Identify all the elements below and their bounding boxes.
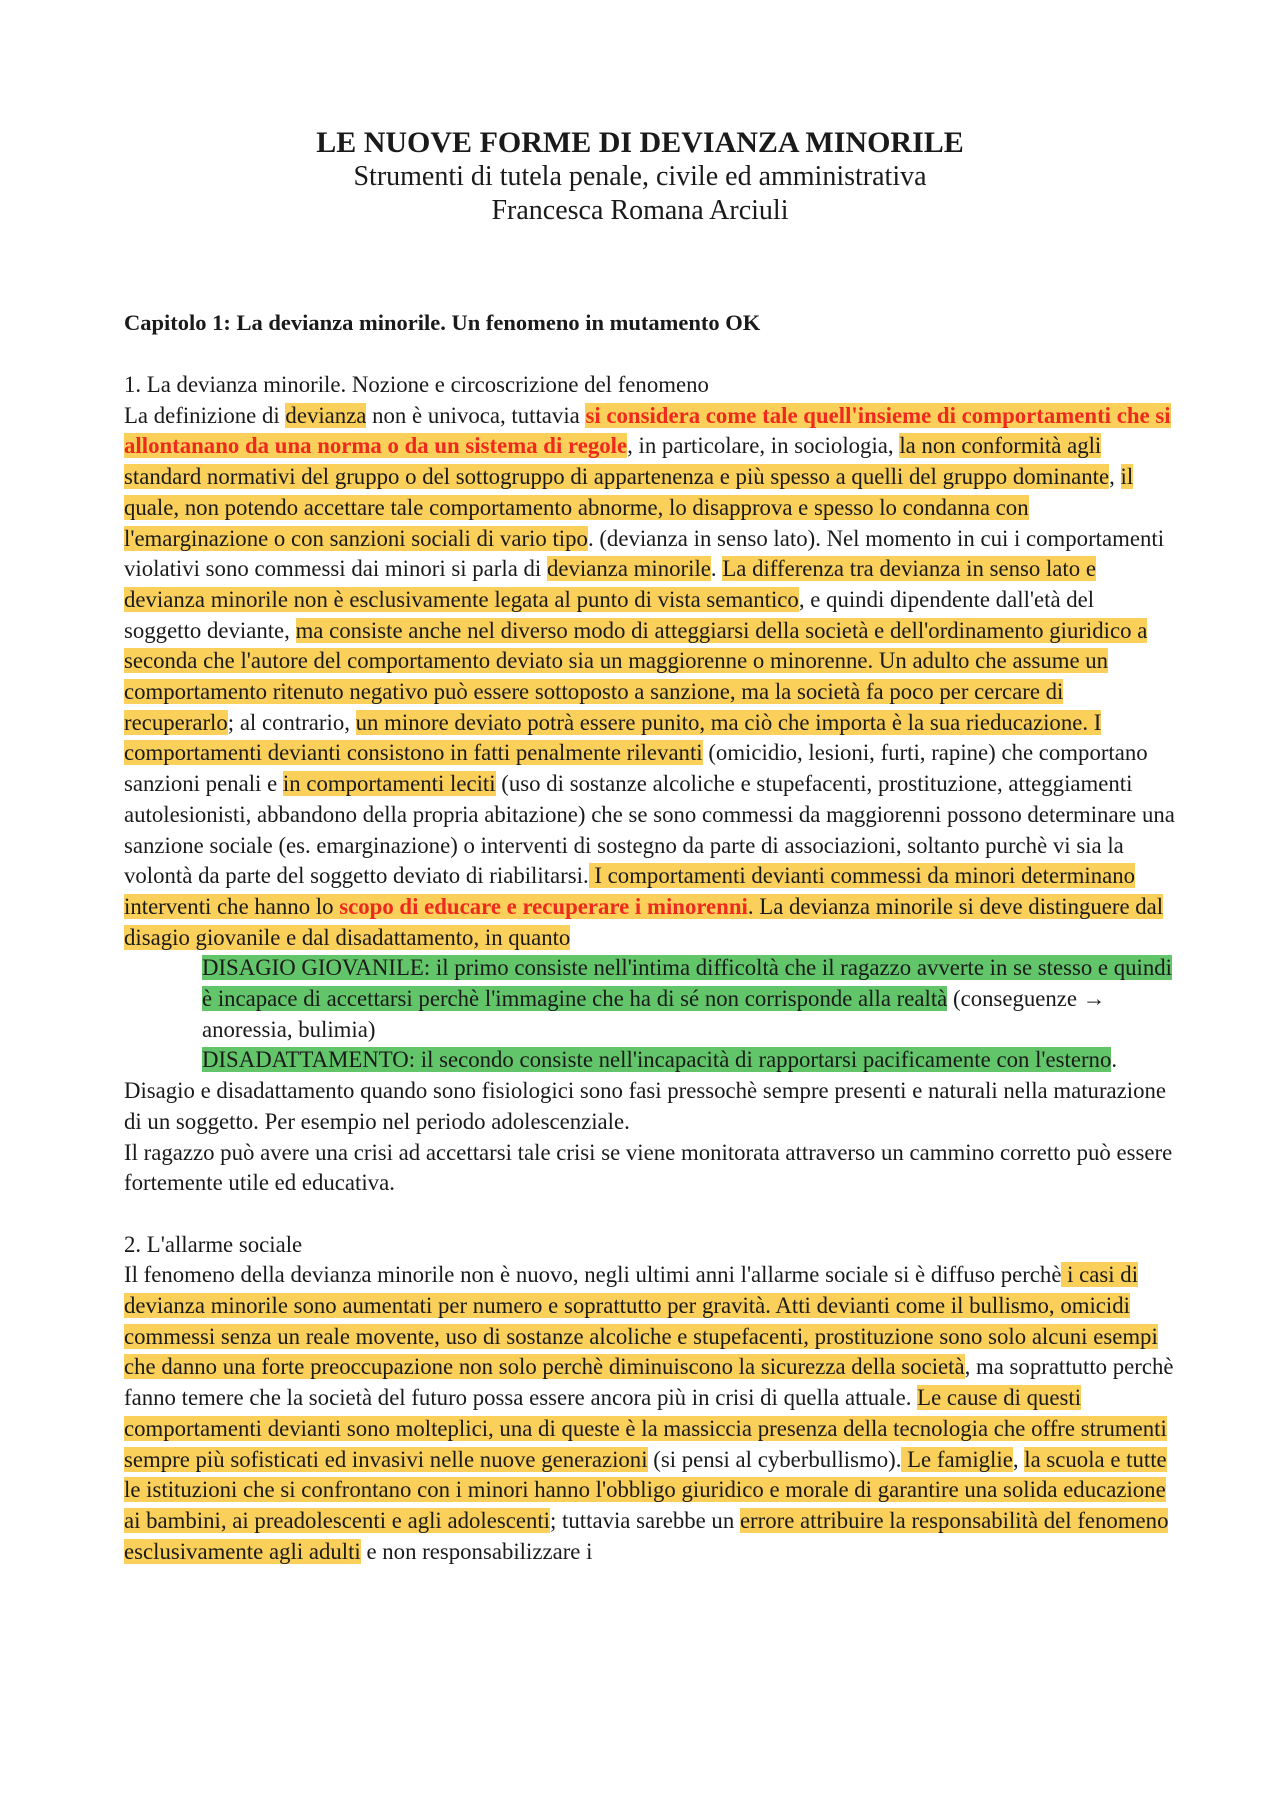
highlight-yellow: devianza [285, 402, 367, 428]
highlight-red: si considera come tale quell'insieme di comportamenti che si allontanano da una norma o da un sistema di regole [124, 402, 1171, 459]
highlight-yellow: la scuola e tutte le istituzioni che si confrontano con i minori hanno l'obbligo giuridico e morale di garantire una solida educazione ai bambini, ai preadolescenti e agli adolescenti [124, 1446, 1167, 1533]
text-segment: , e quindi dipendente dall'età del soggetto deviante, [124, 586, 1095, 643]
highlight-yellow: in comportamenti leciti [282, 771, 496, 797]
highlight-yellow: errore attribuire la responsabilità del fenomeno esclusivamente agli adulti [124, 1508, 1169, 1564]
text-segment: (omicidio, lesioni, furti, rapine) che comportano sanzioni penali e [124, 740, 1148, 797]
text-segment: non è univoca, tuttavia [366, 402, 586, 428]
highlight-yellow: I comportamenti devianti commessi da minori determinano interventi che hanno lo [124, 863, 1136, 919]
highlight-yellow: il quale, non potendo accettare tale comportamento abnorme, lo disapprova e spesso lo condanna con l'emarginazione o con sanzioni sociali di vario tipo [124, 464, 1134, 551]
text-segment: e non responsabilizzare i [360, 1538, 593, 1564]
highlight-yellow: ma consiste anche nel diverso modo di atteggiarsi della società e dell'ordinamento giuridico a seconda che l'autore del comportamento deviato sia un maggiorenne o minorenne. Un adulto che assume un comportamento ritenuto negativo può essere sottoposto a sanzione, ma la società fa poco per cercare di recuperarlo [124, 617, 1148, 735]
paragraph [124, 1076, 1176, 1137]
text-segment: La definizione di [124, 402, 286, 428]
highlight-green: DISAGIO GIOVANILE: il primo consiste nell'intima difficoltà che il ragazzo avverte in se stesso e quindi è incapace di accettarsi perchè l'immagine che ha di sé non corrisponde alla realtà [202, 955, 1173, 1012]
paragraph [124, 953, 1176, 1045]
section-title: 2. L'allarme sociale [124, 1231, 303, 1257]
highlight-green: DISADATTAMENTO: il secondo consiste nell'incapacità di rapportarsi pacificamente con l'esterno [202, 1047, 1112, 1073]
text-segment: (uso di sostanze alcoliche e stupefacenti, prostituzione, atteggiamenti autolesionisti, abbandono della propria abitazione) che se sono commessi da maggiorenni possono determinare una sanzione sociale (es. emarginazione) o interventi di sostegno da parte di associazioni, soltanto purchè vi sia la volontà da parte del soggetto deviato di riabilitarsi. [124, 771, 1175, 889]
highlight-yellow: un minore deviato potrà essere punito, ma ciò che importa è la sua rieducazione. I comportamenti devianti consistono in fatti penalmente rilevanti [124, 709, 1102, 766]
highlight-yellow: Le famiglie [901, 1446, 1013, 1472]
paragraph [124, 1045, 1176, 1076]
text-segment: . (devianza in senso lato). Nel momento in cui i comportamenti violativi sono commessi dai minori si parla di [124, 525, 1165, 582]
document-author: Francesca Romana Arciuli [491, 195, 789, 226]
text-segment: , [1012, 1446, 1025, 1472]
highlight-yellow: la non conformità agli standard normativi del gruppo o del sottogruppo di appartenenza e più spesso a quelli del gruppo dominante [124, 433, 1110, 490]
paragraph [124, 1138, 1176, 1199]
highlight-yellow: devianza minorile [546, 556, 711, 582]
text-segment: (conseguenze → anoressia, bulimia) [202, 986, 1106, 1042]
title-block [0, 126, 1280, 228]
text-segment: Il ragazzo può avere una crisi ad accettarsi tale crisi se viene monitorata attraverso un cammino corretto può essere fortemente utile ed educativa. [124, 1139, 1173, 1196]
text-segment: . [710, 556, 723, 582]
document-subtitle: Strumenti di tutela penale, civile ed amministrativa [353, 161, 927, 192]
text-segment: ; al contrario, [227, 709, 356, 735]
highlight-yellow: Le cause di questi comportamenti devianti sono molteplici, una di queste è la massiccia presenza della tecnologia che offre strumenti sempre più sofisticati ed invasivi nelle nuove generazioni [124, 1385, 1167, 1472]
highlight-yellow: i casi di devianza minorile sono aumentati per numero e soprattutto per gravità. Atti devianti come il bullismo, omicidi commessi senza un reale movente, uso di sostanze alcoliche e stupefacenti, prostituzione sono solo alcuni esempi che danno una forte preoccupazione non solo perchè diminuiscono la sicurezza della società [124, 1262, 1158, 1380]
paragraph [124, 401, 1176, 954]
document-body [124, 370, 1176, 1567]
text-segment: Disagio e disadattamento quando sono fisiologici sono fasi pressochè sempre presenti e naturali nella maturazione di un soggetto. Per esempio nel periodo adolescenziale. [124, 1078, 1167, 1134]
text-segment: , ma soprattutto perchè fanno temere che la società del futuro possa essere ancora più in crisi di quella attuale. [124, 1354, 1174, 1411]
text-segment: Il fenomeno della devianza minorile non è nuovo, negli ultimi anni l'allarme sociale si è diffuso perchè [124, 1262, 1062, 1288]
highlight-red: scopo di educare e recuperare i minorenni [339, 893, 748, 919]
paragraph [124, 1260, 1176, 1567]
section-gap [124, 1199, 1176, 1230]
highlight-yellow: . La devianza minorile si deve distinguere dal disagio giovanile e dal disadattamento, in quanto [124, 893, 1164, 950]
highlight-yellow: La differenza tra devianza in senso lato e devianza minorile non è esclusivamente legata al punto di vista semantico [124, 556, 1096, 612]
text-segment: ; tuttavia sarebbe un [550, 1508, 740, 1533]
section-title: 1. La devianza minorile. Nozione e circoscrizione del fenomeno [124, 372, 709, 397]
document-title: LE NUOVE FORME DI DEVIANZA MINORILE [316, 126, 964, 159]
text-segment: , in particolare, in sociologia, [627, 433, 900, 459]
text-segment: . [1111, 1047, 1118, 1073]
text-segment: (si pensi al cyberbullismo). [647, 1446, 902, 1472]
chapter-title: Capitolo 1: La devianza minorile. Un fenomeno in mutamento OK [124, 310, 761, 335]
text-segment: , [1109, 464, 1121, 490]
